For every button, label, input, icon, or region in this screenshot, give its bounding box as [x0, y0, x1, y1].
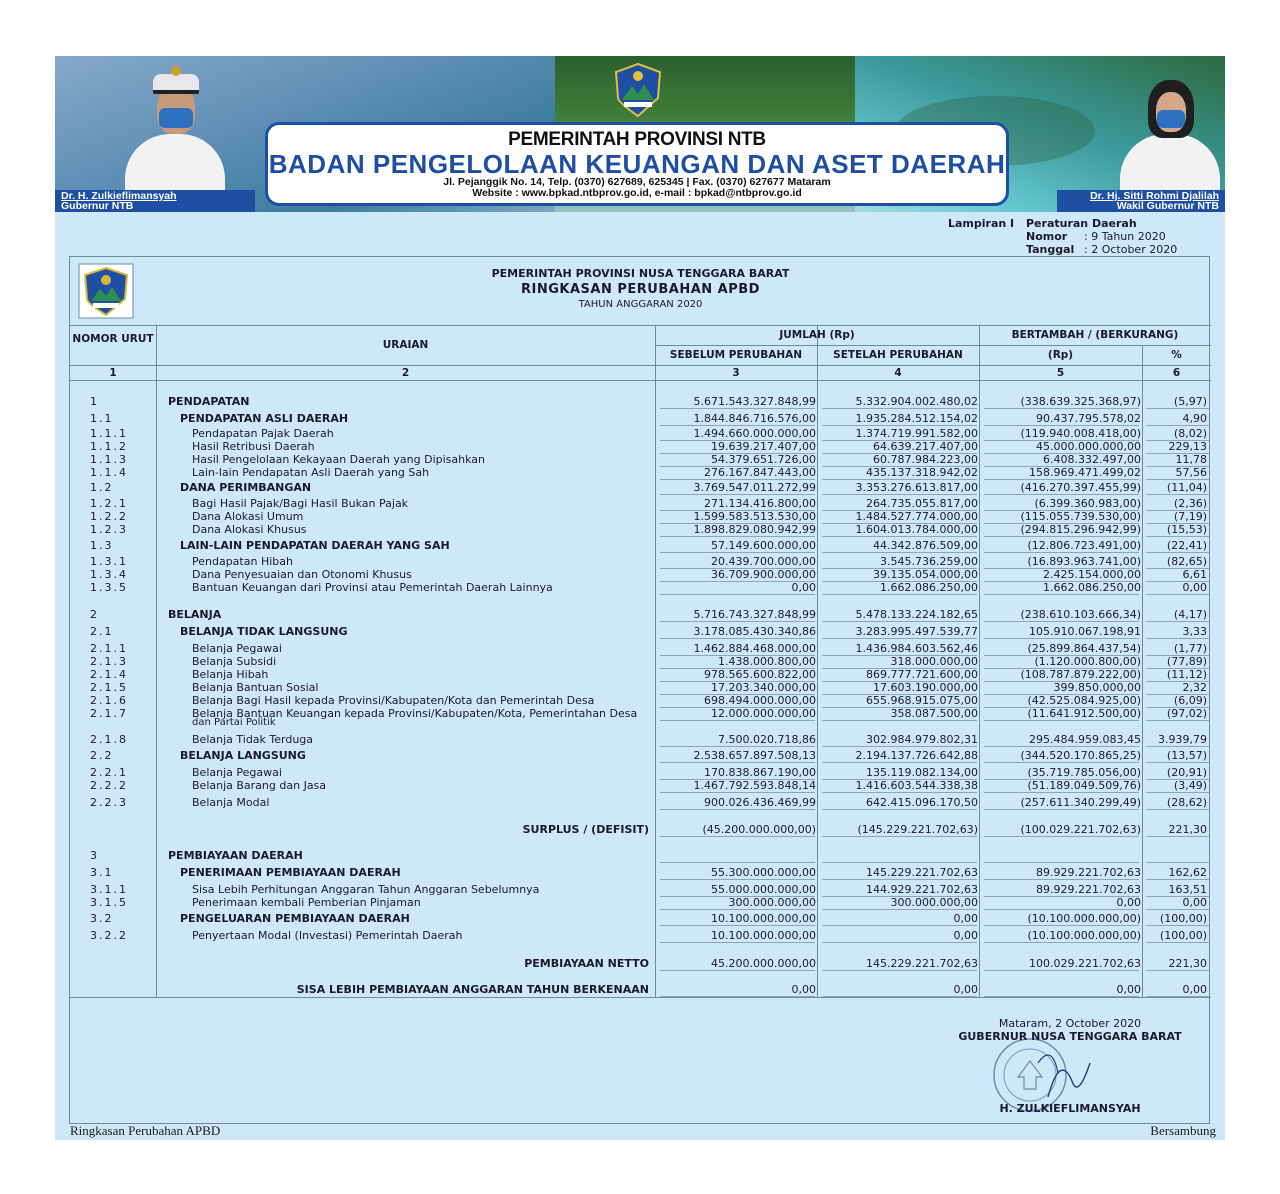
- row-number: 2.1: [90, 625, 114, 638]
- header-banner: [55, 56, 1225, 212]
- row-amount-before: 698.494.000.000,00: [704, 694, 816, 707]
- row-amount-before: 36.709.900.000,00: [711, 568, 816, 581]
- report-frame: [69, 256, 1210, 1124]
- row-number: 2: [90, 608, 99, 621]
- row-amount-after: 1.935.284.512.154,02: [855, 412, 978, 425]
- table-row: [70, 523, 1211, 536]
- row-number: 2.2: [90, 749, 114, 762]
- row-amount-before: 1.844.846.716.576,00: [693, 412, 816, 425]
- row-number: 1.3.4: [90, 568, 128, 581]
- row-amount-before: 0,00: [791, 983, 816, 996]
- table-row: [70, 625, 1211, 638]
- col-number-4: 4: [894, 367, 902, 379]
- row-amount-change: (35.719.785.056,00): [1027, 766, 1141, 779]
- row-amount-after: 145.229.221.702,63: [866, 957, 978, 970]
- table-row: [70, 555, 1211, 568]
- row-number: 2.1.4: [90, 668, 128, 681]
- row-number: 1: [90, 395, 99, 408]
- table-row: [70, 655, 1211, 668]
- table-row: [70, 929, 1211, 942]
- row-amount-change: (51.189.049.509,76): [1027, 779, 1141, 792]
- row-percent-change: (77,89): [1166, 655, 1207, 668]
- row-amount-after: 44.342.876.509,00: [873, 539, 978, 552]
- row-number: 3: [90, 849, 99, 862]
- row-description: PENERIMAAN PEMBIAYAAN DAERAH: [180, 866, 401, 879]
- table-row: [70, 427, 1211, 440]
- row-amount-before: 1.494.660.000.000,00: [693, 427, 816, 440]
- row-amount-after: 318.000.000,00: [890, 655, 978, 668]
- row-description: Pendapatan Hibah: [192, 555, 293, 568]
- table-row: [70, 440, 1211, 453]
- row-percent-change: 162,62: [1168, 866, 1207, 879]
- row-amount-change: (10.100.000.000,00): [1027, 912, 1141, 925]
- row-amount-after: 358.087.500,00: [890, 707, 978, 720]
- agency-website: Website : www.bpkad.ntbprov.go.id, e-mail : bpkad@ntbprov.go.id: [472, 187, 802, 199]
- row-amount-before: 10.100.000.000,00: [711, 929, 816, 942]
- row-amount-after: (145.229.221.702,63): [857, 823, 978, 836]
- row-number: 1.1.3: [90, 453, 128, 466]
- row-amount-change: 89.929.221.702,63: [1036, 883, 1141, 896]
- row-amount-change: (16.893.963.741,00): [1027, 555, 1141, 568]
- report-header: [70, 267, 1211, 312]
- tanggal-value: : 2 October 2020: [1084, 243, 1178, 256]
- row-percent-change: (28,62): [1166, 796, 1207, 809]
- row-percent-change: 6,61: [1182, 568, 1207, 581]
- row-description: Belanja Pegawai: [192, 766, 282, 779]
- row-amount-before: 1.467.792.593.848,14: [693, 779, 816, 792]
- table-row: [70, 497, 1211, 510]
- attachment-info: [948, 217, 1177, 256]
- row-amount-before: 2.538.657.897.508,13: [693, 749, 816, 762]
- row-percent-change: 57,56: [1175, 466, 1207, 479]
- row-percent-change: (7,19): [1173, 510, 1207, 523]
- vice-governor-nameplate: [1057, 190, 1225, 212]
- row-amount-before: 170.838.867.190,00: [704, 766, 816, 779]
- row-number: 3.1: [90, 866, 114, 879]
- row-amount-change: (1.120.000.800,00): [1034, 655, 1141, 668]
- row-amount-after: 1.436.984.603.562,46: [855, 642, 978, 655]
- row-number: 1.2.2: [90, 510, 128, 523]
- row-amount-after: 435.137.318.942,02: [866, 466, 978, 479]
- row-number: 2.1.6: [90, 694, 128, 707]
- row-description: BELANJA LANGSUNG: [180, 749, 306, 762]
- row-amount-change: (11.641.912.500,00): [1027, 707, 1141, 720]
- col-header-rp: (Rp): [1047, 349, 1074, 361]
- row-amount-before: 45.200.000.000,00: [711, 957, 816, 970]
- row-percent-change: 0,00: [1182, 896, 1207, 909]
- row-number: 1.2: [90, 481, 114, 494]
- row-amount-change: 158.969.471.499,02: [1029, 466, 1141, 479]
- row-amount-before: 5.716.743.327.848,99: [693, 608, 816, 621]
- row-description: Dana Alokasi Umum: [192, 510, 304, 523]
- row-description: Belanja Pegawai: [192, 642, 282, 655]
- row-percent-change: (20,91): [1166, 766, 1207, 779]
- row-description: BELANJA TIDAK LANGSUNG: [180, 625, 348, 638]
- row-amount-after: 60.787.984.223,00: [873, 453, 978, 466]
- row-percent-change: (100,00): [1159, 929, 1207, 942]
- table-row: [70, 849, 1211, 862]
- row-amount-before: 7.500.020.718,86: [718, 733, 816, 746]
- row-description: Belanja Subsidi: [192, 655, 277, 668]
- footer-right-text: Bersambung: [1150, 1123, 1216, 1138]
- row-number: 3.2.2: [90, 929, 128, 942]
- row-amount-after: 3.353.276.613.817,00: [855, 481, 978, 494]
- governor-photo: [125, 64, 225, 194]
- row-amount-before: (45.200.000.000,00): [702, 823, 816, 836]
- row-percent-change: (6,09): [1173, 694, 1207, 707]
- row-amount-after: 135.119.082.134,00: [866, 766, 978, 779]
- report-org: PEMERINTAH PROVINSI NUSA TENGGARA BARAT: [491, 267, 790, 280]
- vice-governor-photo: [1120, 64, 1220, 194]
- attachment-title: Lampiran I: [948, 217, 1015, 230]
- row-amount-after: 5.478.133.224.182,65: [855, 608, 978, 621]
- nomor-label: Nomor: [1026, 230, 1068, 243]
- row-amount-before: 57.149.600.000,00: [711, 539, 816, 552]
- row-description: Penerimaan kembali Pemberian Pinjaman: [192, 896, 421, 909]
- row-amount-after: 0,00: [953, 929, 978, 942]
- row-description-continued: dan Partai Politik: [192, 717, 276, 728]
- col-number-5: 5: [1056, 367, 1065, 379]
- row-amount-change: (100.029.221.702,63): [1020, 823, 1141, 836]
- row-percent-change: 4,90: [1182, 412, 1207, 425]
- attachment-value: Peraturan Daerah: [1026, 217, 1137, 230]
- row-amount-after: 64.639.217.407,00: [873, 440, 978, 453]
- org-title: PEMERINTAH PROVINSI NTB: [508, 129, 766, 150]
- table-row: [70, 766, 1211, 779]
- row-description: Belanja Tidak Terduga: [192, 733, 314, 746]
- row-number: 2.1.3: [90, 655, 128, 668]
- row-amount-before: 1.599.583.513.530,00: [693, 510, 816, 523]
- row-number: 3.1.1: [90, 883, 128, 896]
- table-row: [70, 912, 1211, 925]
- row-number: 2.2.1: [90, 766, 128, 779]
- col-number-3: 3: [732, 367, 740, 379]
- row-number: 1.1.1: [90, 427, 128, 440]
- row-percent-change: 3.939,79: [1158, 733, 1207, 746]
- row-percent-change: (100,00): [1159, 912, 1207, 925]
- row-percent-change: 221,30: [1168, 823, 1207, 836]
- row-amount-after: 1.416.603.544.338,38: [855, 779, 978, 792]
- row-percent-change: (2,36): [1173, 497, 1207, 510]
- row-number: 1.3.1: [90, 555, 128, 568]
- row-amount-after: 5.332.904.002.480,02: [855, 395, 978, 408]
- row-description: PEMBIAYAAN NETTO: [524, 957, 649, 970]
- row-amount-change: (12.806.723.491,00): [1027, 539, 1141, 552]
- table-row: [70, 796, 1211, 809]
- table-row: [70, 896, 1211, 909]
- col-header-uraian: URAIAN: [382, 339, 429, 351]
- table-row: [70, 568, 1211, 581]
- row-amount-before: 20.439.700.000,00: [711, 555, 816, 568]
- table-row: [70, 957, 1211, 970]
- col-header-bertambah: BERTAMBAH / (BERKURANG): [1011, 329, 1179, 341]
- row-number: 2.1.7: [90, 707, 128, 720]
- report-year: TAHUN ANGGARAN 2020: [578, 299, 703, 310]
- table-row: [70, 779, 1211, 792]
- row-amount-change: (25.899.864.437,54): [1027, 642, 1141, 655]
- row-description: PENDAPATAN ASLI DAERAH: [180, 412, 349, 425]
- row-amount-after: 39.135.054.000,00: [873, 568, 978, 581]
- table-row: [70, 694, 1211, 707]
- row-amount-change: (416.270.397.455,99): [1020, 481, 1141, 494]
- row-percent-change: (97,02): [1166, 707, 1207, 720]
- row-amount-before: 1.462.884.468.000,00: [693, 642, 816, 655]
- row-description: Sisa Lebih Perhitungan Anggaran Tahun Anggaran Sebelumnya: [192, 883, 540, 896]
- row-amount-after: 642.415.096.170,50: [866, 796, 978, 809]
- row-amount-after: 1.662.086.250,00: [880, 581, 978, 594]
- row-description: Pendapatan Pajak Daerah: [192, 427, 334, 440]
- col-header-jumlah: JUMLAH (Rp): [779, 329, 855, 341]
- col-header-sebelum: SEBELUM PERUBAHAN: [669, 349, 803, 361]
- row-percent-change: (11,04): [1166, 481, 1207, 494]
- row-percent-change: (4,17): [1173, 608, 1207, 621]
- row-number: 1.2.3: [90, 523, 128, 536]
- row-amount-change: (108.787.879.222,00): [1020, 668, 1141, 681]
- row-number: 1.1.4: [90, 466, 128, 479]
- table-row: [70, 412, 1211, 425]
- row-percent-change: 229,13: [1168, 440, 1207, 453]
- agency-title-box: [265, 122, 1009, 206]
- row-amount-before: 55.300.000.000,00: [711, 866, 816, 879]
- row-amount-before: 0,00: [791, 581, 816, 594]
- row-number: 1.1.2: [90, 440, 128, 453]
- row-amount-change: 0,00: [1116, 896, 1141, 909]
- col-header-setelah: SETELAH PERUBAHAN: [833, 349, 963, 361]
- table-row: [70, 823, 1211, 836]
- row-amount-after: 17.603.190.000,00: [873, 681, 978, 694]
- row-amount-after: 3.545.736.259,00: [880, 555, 978, 568]
- table-row: [70, 466, 1211, 479]
- row-description: SISA LEBIH PEMBIAYAAN ANGGARAN TAHUN BERKENAAN: [296, 983, 649, 996]
- row-description: Bantuan Keuangan dari Provinsi atau Pemerintah Daerah Lainnya: [192, 581, 553, 594]
- row-amount-after: 300.000.000,00: [890, 896, 978, 909]
- row-amount-after: 869.777.721.600,00: [866, 668, 978, 681]
- row-percent-change: (8,02): [1173, 427, 1207, 440]
- signature-name: H. ZULKIEFLIMANSYAH: [999, 1102, 1141, 1115]
- row-amount-change: (119.940.008.418,00): [1020, 427, 1141, 440]
- row-amount-before: 55.000.000.000,00: [711, 883, 816, 896]
- row-amount-before: 1.438.000.800,00: [718, 655, 816, 668]
- row-description: PENGELUARAN PEMBIAYAAN DAERAH: [180, 912, 410, 925]
- row-percent-change: 2,32: [1182, 681, 1207, 694]
- row-amount-after: 2.194.137.726.642,88: [855, 749, 978, 762]
- apbd-summary-table: [70, 325, 1211, 997]
- governor-nameplate: [55, 190, 255, 212]
- row-number: 1.2.1: [90, 497, 128, 510]
- row-amount-change: (238.610.103.666,34): [1020, 608, 1141, 621]
- row-percent-change: (15,53): [1166, 523, 1207, 536]
- row-description: PEMBIAYAAN DAERAH: [168, 849, 303, 862]
- row-amount-before: 300.000.000,00: [728, 896, 816, 909]
- row-description: DANA PERIMBANGAN: [180, 481, 312, 494]
- agency-address: Jl. Pejanggik No. 14, Telp. (0370) 627689, 625345 | Fax. (0370) 627677 Mataram: [443, 176, 831, 188]
- row-percent-change: 221,30: [1168, 957, 1207, 970]
- row-amount-before: 5.671.543.327.848,99: [693, 395, 816, 408]
- row-amount-before: 17.203.340.000,00: [711, 681, 816, 694]
- row-amount-change: 2.425.154.000,00: [1043, 568, 1141, 581]
- table-row: [70, 510, 1211, 523]
- row-amount-after: 1.374.719.991.582,00: [855, 427, 978, 440]
- agency-title: BADAN PENGELOLAAN KEUANGAN DAN ASET DAERAH: [268, 149, 1006, 179]
- row-description: SURPLUS / (DEFISIT): [522, 823, 649, 836]
- row-amount-after: 144.929.221.702,63: [866, 883, 978, 896]
- row-amount-after: 145.229.221.702,63: [866, 866, 978, 879]
- row-number: 2.2.2: [90, 779, 128, 792]
- row-amount-before: 12.000.000.000,00: [711, 707, 816, 720]
- row-amount-before: 54.379.651.726,00: [711, 453, 816, 466]
- table-row: [70, 395, 1211, 408]
- row-amount-before: 276.167.847.443,00: [704, 466, 816, 479]
- signature-place-date: Mataram, 2 October 2020: [998, 1017, 1142, 1030]
- row-description: Hasil Retribusi Daerah: [192, 440, 315, 453]
- row-amount-before: 3.178.085.430.340,86: [693, 625, 816, 638]
- row-amount-change: 1.662.086.250,00: [1043, 581, 1141, 594]
- table-row: [70, 581, 1211, 594]
- row-description: Bagi Hasil Pajak/Bagi Hasil Bukan Pajak: [192, 497, 409, 510]
- col-number-2: 2: [401, 367, 410, 379]
- row-percent-change: (11,12): [1166, 668, 1207, 681]
- table-row: [70, 539, 1211, 552]
- row-description: Hasil Pengelolaan Kekayaan Daerah yang Dipisahkan: [192, 453, 485, 466]
- row-amount-before: 3.769.547.011.272,99: [693, 481, 816, 494]
- row-amount-before: 900.026.436.469,99: [704, 796, 816, 809]
- row-amount-after: 0,00: [953, 912, 978, 925]
- row-amount-change: (10.100.000.000,00): [1027, 929, 1141, 942]
- row-description: LAIN-LAIN PENDAPATAN DAERAH YANG SAH: [180, 539, 450, 552]
- row-description: Belanja Hibah: [192, 668, 269, 681]
- row-amount-after: 264.735.055.817,00: [866, 497, 978, 510]
- row-amount-after: 655.968.915.075,00: [866, 694, 978, 707]
- row-amount-change: 399.850.000,00: [1053, 681, 1141, 694]
- row-percent-change: (13,57): [1166, 749, 1207, 762]
- row-description: Belanja Bagi Hasil kepada Provinsi/Kabupaten/Kota dan Pemerintah Desa: [192, 694, 595, 707]
- row-description: BELANJA: [168, 608, 222, 621]
- row-amount-change: (6.399.360.983,00): [1034, 497, 1141, 510]
- row-number: 3.2: [90, 912, 114, 925]
- document-page: [55, 212, 1225, 1140]
- row-amount-change: 90.437.795.578,02: [1036, 412, 1141, 425]
- table-row: [70, 733, 1211, 746]
- row-amount-after: 0,00: [953, 983, 978, 996]
- governor-name: Dr. H. Zulkieflimansyah: [61, 190, 177, 202]
- row-amount-before: 10.100.000.000,00: [711, 912, 816, 925]
- table-row: [70, 983, 1211, 996]
- row-description: Belanja Modal: [192, 796, 270, 809]
- row-percent-change: (3,49): [1173, 779, 1207, 792]
- col-number-6: 6: [1172, 367, 1181, 379]
- row-percent-change: (1,77): [1173, 642, 1207, 655]
- row-description: Dana Penyesuaian dan Otonomi Khusus: [192, 568, 412, 581]
- row-amount-change: (257.611.340.299,49): [1020, 796, 1141, 809]
- col-header-pct: %: [1171, 349, 1182, 361]
- table-row: [70, 481, 1211, 494]
- report-title: RINGKASAN PERUBAHAN APBD: [521, 282, 760, 297]
- row-amount-change: 295.484.959.083,45: [1029, 733, 1141, 746]
- row-amount-before: 19.639.217.407,00: [711, 440, 816, 453]
- table-row: [70, 668, 1211, 681]
- row-number: 1.1: [90, 412, 114, 425]
- row-number: 2.1.8: [90, 733, 128, 746]
- governor-role: Gubernur NTB: [61, 200, 134, 212]
- row-amount-change: 100.029.221.702,63: [1029, 957, 1141, 970]
- table-row: [70, 866, 1211, 879]
- nomor-value: : 9 Tahun 2020: [1084, 230, 1166, 243]
- row-number: 3.1.5: [90, 896, 128, 909]
- row-amount-change: (338.639.325.368,97): [1020, 395, 1141, 408]
- row-amount-change: 45.000.000.000,00: [1036, 440, 1141, 453]
- vice-governor-name: Dr. Hj. Sitti Rohmi Djalilah: [1090, 190, 1219, 202]
- ntb-emblem-icon: [612, 62, 664, 118]
- signature-role: GUBERNUR NUSA TENGGARA BARAT: [958, 1030, 1182, 1043]
- table-row: [70, 681, 1211, 694]
- row-percent-change: (22,41): [1166, 539, 1207, 552]
- row-amount-after: 1.484.527.774.000,00: [855, 510, 978, 523]
- table-row: [70, 707, 1211, 728]
- row-percent-change: (5,97): [1173, 395, 1207, 408]
- row-number: 2.2.3: [90, 796, 128, 809]
- row-description: Belanja Barang dan Jasa: [192, 779, 327, 792]
- table-row: [70, 749, 1211, 762]
- row-percent-change: 163,51: [1168, 883, 1207, 896]
- row-amount-change: (42.525.084.925,00): [1027, 694, 1141, 707]
- row-amount-after: 3.283.995.497.539,77: [855, 625, 978, 638]
- row-number: 1.3: [90, 539, 114, 552]
- row-amount-before: 1.898.829.080.942,99: [693, 523, 816, 536]
- signature-block: [950, 1017, 1190, 1116]
- row-amount-change: 6.408.332.497,00: [1043, 453, 1141, 466]
- row-percent-change: (82,65): [1166, 555, 1207, 568]
- vice-governor-role: Wakil Gubernur NTB: [1116, 200, 1219, 212]
- row-amount-change: 89.929.221.702,63: [1036, 866, 1141, 879]
- row-amount-after: 302.984.979.802,31: [866, 733, 978, 746]
- row-description: Belanja Bantuan Sosial: [192, 681, 319, 694]
- tanggal-label: Tanggal: [1026, 243, 1075, 256]
- footer-left-text: Ringkasan Perubahan APBD: [70, 1123, 221, 1138]
- row-percent-change: 11,78: [1175, 453, 1207, 466]
- row-description: Lain-lain Pendapatan Asli Daerah yang Sah: [192, 466, 430, 479]
- row-amount-change: 0,00: [1116, 983, 1141, 996]
- row-description: Penyertaan Modal (Investasi) Pemerintah Daerah: [192, 929, 463, 942]
- row-percent-change: 0,00: [1182, 983, 1207, 996]
- row-percent-change: 0,00: [1182, 581, 1207, 594]
- table-row: [70, 883, 1211, 896]
- col-header-no: NOMOR URUT: [72, 333, 154, 345]
- row-amount-after: 1.604.013.784.000,00: [855, 523, 978, 536]
- table-row: [70, 608, 1211, 621]
- table-bottom-divider: [70, 997, 1211, 998]
- row-number: 2.1.1: [90, 642, 128, 655]
- row-amount-change: (115.055.739.530,00): [1020, 510, 1141, 523]
- row-description: PENDAPATAN: [168, 395, 250, 408]
- row-description: Dana Alokasi Khusus: [192, 523, 307, 536]
- table-row: [70, 453, 1211, 466]
- row-amount-change: (294.815.296.942,99): [1020, 523, 1141, 536]
- row-number: 2.1.5: [90, 681, 128, 694]
- row-number: 1.3.5: [90, 581, 128, 594]
- row-description: Belanja Bantuan Keuangan kepada Provinsi/Kabupaten/Kota, Pemerintahan Desa: [192, 707, 638, 720]
- row-percent-change: 3,33: [1182, 625, 1207, 638]
- row-amount-change: 105.910.067.198,91: [1029, 625, 1141, 638]
- row-amount-before: 978.565.600.822,00: [704, 668, 816, 681]
- row-amount-change: (344.520.170.865,25): [1020, 749, 1141, 762]
- row-amount-before: 271.134.416.800,00: [704, 497, 816, 510]
- table-row: [70, 642, 1211, 655]
- col-number-1: 1: [109, 367, 117, 379]
